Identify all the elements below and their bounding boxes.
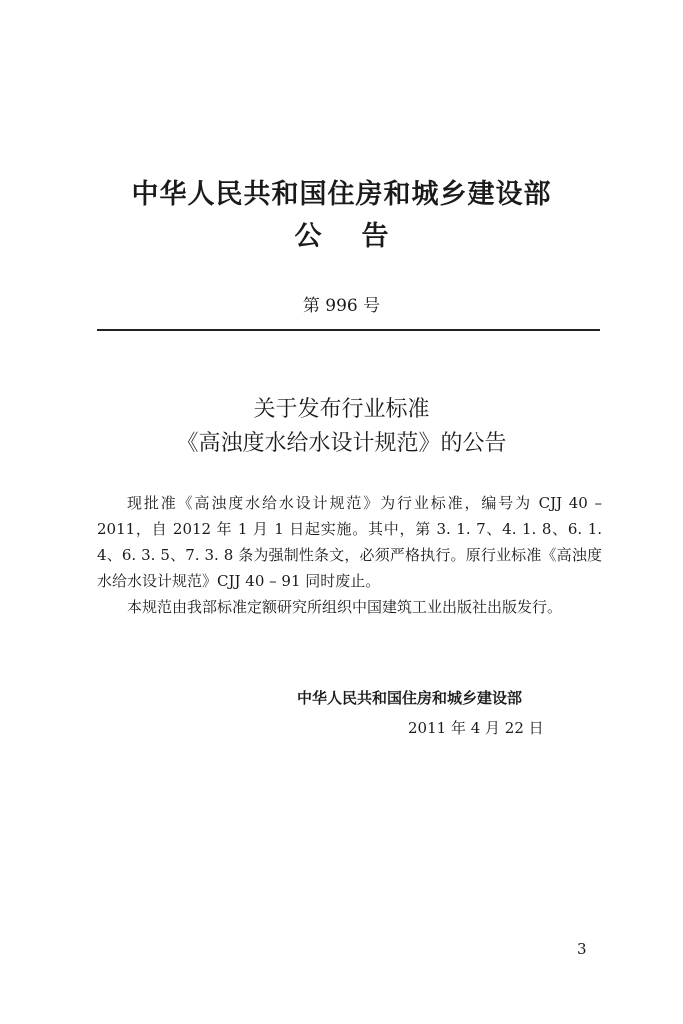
body-paragraph-2: 本规范由我部标准定额研究所组织中国建筑工业出版社出版发行。 xyxy=(127,598,563,616)
subject-title-line1: 关于发布行业标准 xyxy=(253,397,430,422)
header-divider xyxy=(97,329,600,331)
signature-organization: 中华人民共和国住房和城乡建设部 xyxy=(297,689,523,707)
signature-date: 2011 年 4 月 22 日 xyxy=(408,719,544,737)
announcement-heading: 公告 xyxy=(294,221,429,252)
subject-title-line2: 《高浊度水给水设计规范》的公告 xyxy=(176,431,507,456)
body-paragraph-1: 现批准《高浊度水给水设计规范》为行业标准，编号为 CJJ 40 – 2011，自 2012 年 1 月 1 日起实施。其中，第 3. 1. 7、4. 1. 8、6. 1. 4、6. 3. 5、7. 3. 8 条为强制性条文，必须严格执行。原行业标准《高浊度水给水设计规范》CJJ 40 – 91 同时废止。 xyxy=(97,494,602,590)
document-number: 第 996 号 xyxy=(302,296,381,316)
ministry-title: 中华人民共和国住房和城乡建设部 xyxy=(131,179,552,210)
page-number: 3 xyxy=(577,940,587,958)
body-text xyxy=(97,490,602,620)
